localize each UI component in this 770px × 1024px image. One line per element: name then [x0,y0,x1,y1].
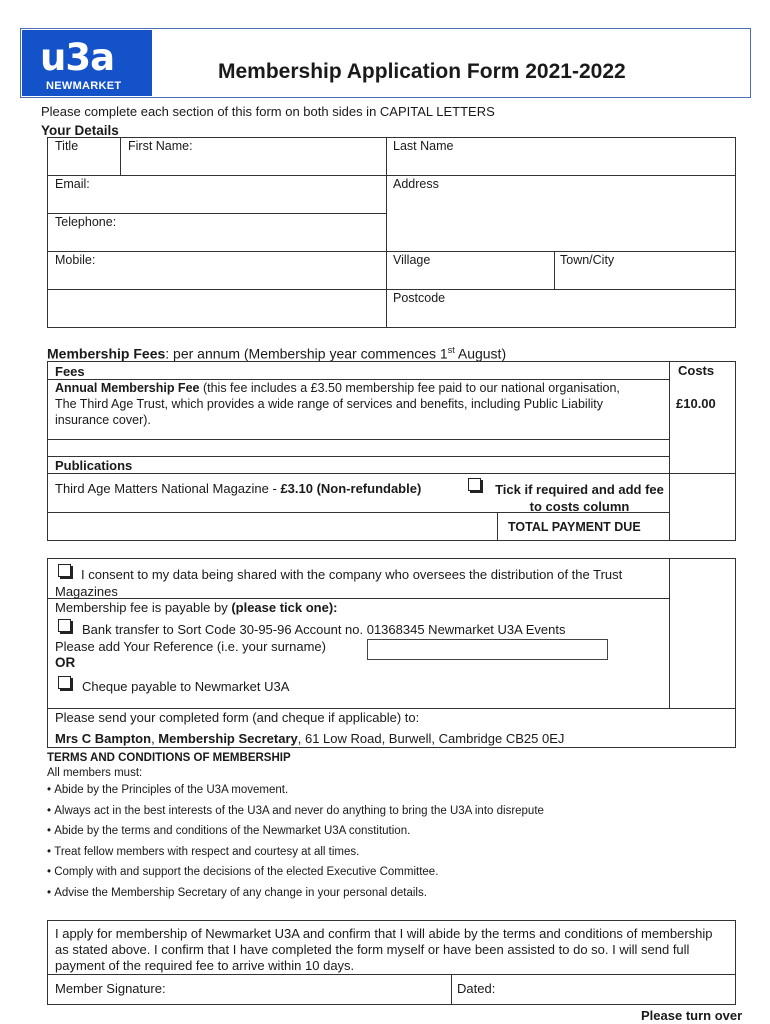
total-payment-label: TOTAL PAYMENT DUE [508,520,641,534]
postcode-field[interactable]: Postcode [393,291,446,305]
consent-text: I consent to my data being shared with the company who oversees the distribution of the Trust Magazines [55,567,623,599]
annual-fee-cost: £10.00 [676,396,716,411]
membership-fees-heading: Membership Fees: per annum (Membership year commences 1st August) [47,345,507,362]
telephone-field[interactable]: Telephone: [55,215,117,229]
please-turn-over: Please turn over [641,1008,743,1023]
bank-transfer-checkbox[interactable] [58,619,71,632]
payable-by-text: Membership fee is payable by (please tick one): [55,600,338,615]
declaration-text: I apply for membership of Newmarket U3A and confirm that I will abide by the terms and conditions of membership as stated above. I confirm that I have completed the form myself or have been assisted to do so. I will send full payment of the required fee to arrive within 10 days. [55,926,713,973]
title-field[interactable]: Title [55,139,79,153]
dated-field[interactable]: Dated: [457,981,496,996]
magazine-checkbox[interactable] [468,478,481,491]
details-table [47,137,736,328]
list-item: • Abide by the Principles of the U3A movement. [47,784,289,796]
or-text: OR [55,655,76,670]
your-details-heading: Your Details [41,123,119,138]
terms-list [47,784,747,907]
last-name-field[interactable]: Last Name [393,139,454,153]
annual-fee-description: Annual Membership Fee (this fee includes a £3.50 membership fee paid to our national organisation, The Third Age Trust, which provides a wide range of services and benefits, including Public Liability insurance cover). [55,381,620,427]
list-item: • Comply with and support the decisions of the elected Executive Committee. [47,866,439,878]
send-address: Mrs C Bampton, Membership Secretary, 61 Low Road, Burwell, Cambridge CB25 0EJ [55,731,565,746]
magazine-line: Third Age Matters National Magazine - £3.10 (Non-refundable) [55,481,422,496]
first-name-field[interactable]: First Name: [128,139,193,153]
email-field[interactable]: Email: [55,177,90,191]
send-form-text: Please send your completed form (and cheque if applicable) to: [55,710,420,725]
terms-heading: TERMS AND CONDITIONS OF MEMBERSHIP [47,752,291,764]
list-item: • Abide by the terms and conditions of the Newmarket U3A constitution. [47,825,411,837]
publications-heading: Publications [55,458,133,473]
terms-intro: All members must: [47,767,143,779]
reference-input[interactable] [367,639,608,660]
address-field[interactable]: Address [393,177,439,191]
cheque-checkbox[interactable] [58,676,71,689]
list-item: • Always act in the best interests of the U3A and never do anything to bring the U3A into disrepute [47,805,544,817]
total-payment-cell[interactable] [670,512,735,540]
intro-text: Please complete each section of this form on both sides in CAPITAL LETTERS [41,104,495,119]
list-item: • Advise the Membership Secretary of any change in your personal details. [47,887,427,899]
member-signature-field[interactable]: Member Signature: [55,981,166,996]
cheque-text: Cheque payable to Newmarket U3A [82,679,290,694]
bank-transfer-text: Bank transfer to Sort Code 30-95-96 Account no. 01368345 Newmarket U3A Events [82,622,566,637]
costs-column-header: Costs [678,363,715,378]
town-city-field[interactable]: Town/City [560,253,615,267]
logo-place: NEWMARKET [46,80,122,92]
tick-note: Tick if required and add fee to costs column [495,482,664,514]
u3a-logo [22,30,152,96]
logo-wordmark: u3a [40,36,115,79]
mobile-field[interactable]: Mobile: [55,253,96,267]
form-title: Membership Application Form 2021-2022 [218,60,626,83]
village-field[interactable]: Village [393,253,431,267]
fees-column-header: Fees [55,364,85,379]
reference-label: Please add Your Reference (i.e. your surname) [55,639,326,654]
list-item: • Treat fellow members with respect and courtesy at all times. [47,846,360,858]
